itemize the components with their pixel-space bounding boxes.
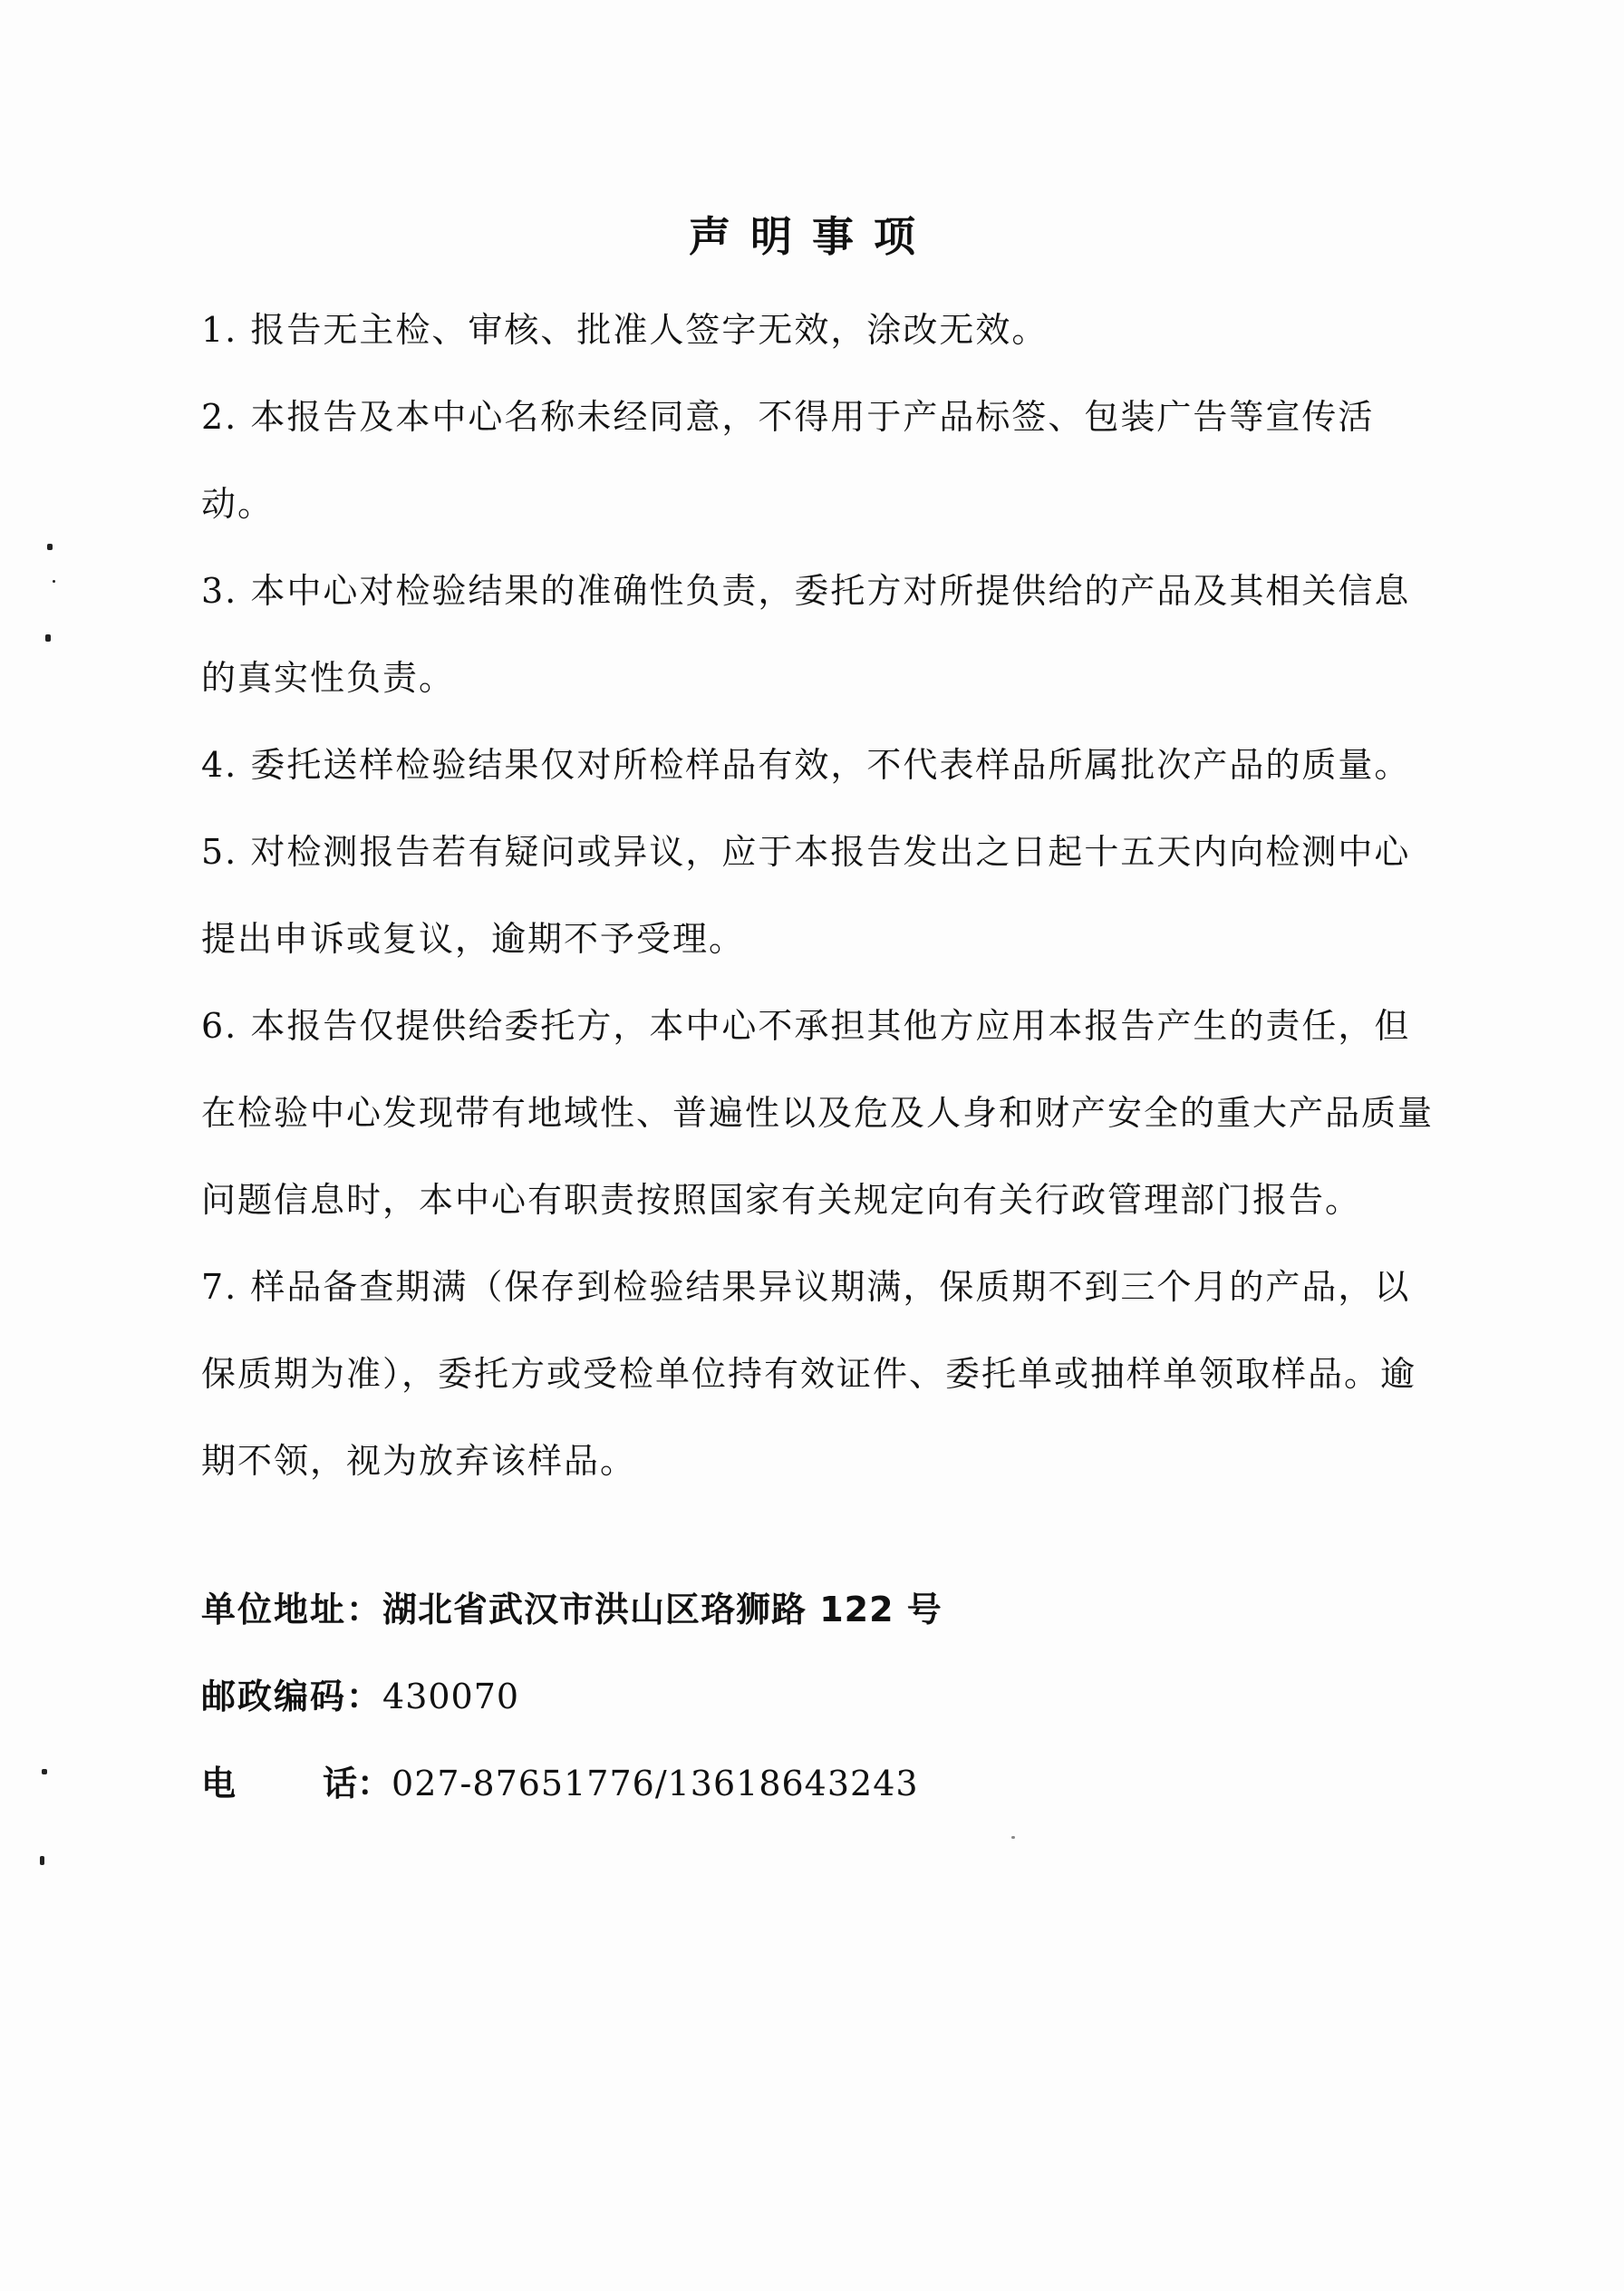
declaration-list (201, 286, 1434, 1504)
scan-speck (53, 580, 55, 583)
postcode-label: 邮政编码： (201, 1677, 383, 1716)
clause-2: 2. 本报告及本中心名称未经同意，不得用于产品标签、包装广告等宣传活动。 (201, 397, 1375, 524)
address-value: 湖北省武汉市洪山区珞狮路 122 号 (382, 1590, 942, 1629)
clause-4: 4. 委托送样检验结果仅对所检样品有效，不代表样品所属批次产品的质量。 (201, 745, 1411, 785)
address-label: 单位地址： (201, 1590, 383, 1629)
clause-3: 3. 本中心对检验结果的准确性负责，委托方对所提供给的产品及其相关信息的真实性负责。 (201, 571, 1411, 698)
contact-info (201, 1566, 1434, 1827)
scan-speck (47, 544, 53, 550)
postcode-value: 430070 (382, 1677, 520, 1716)
clause-6: 6. 本报告仅提供给委托方，本中心不承担其他方应用本报告产生的责任，但在检验中心发现带有地域性、普遍性以及危及人身和财产安全的重大产品质量问题信息时，本中心有职责按照国家有关规定向有关行政管理部门报告。 (201, 1006, 1435, 1220)
phone-label-second: 话： (323, 1764, 392, 1803)
scan-speck (45, 634, 51, 642)
page-title: 声明事项 (689, 212, 935, 261)
scan-speck (1011, 1836, 1015, 1839)
phone-value: 027-87651776/13618643243 (392, 1764, 919, 1803)
clause-5: 5. 对检测报告若有疑问或异议，应于本报告发出之日起十五天内向检测中心提出申诉或复议，逾期不予受理。 (201, 832, 1411, 959)
scan-speck (42, 1769, 47, 1774)
clause-1: 1. 报告无主检、审核、批准人签字无效，涂改无效。 (201, 310, 1049, 350)
clause-7: 7. 样品备查期满（保存到检验结果异议期满，保质期不到三个月的产品，以保质期为准），委托方或受检单位持有效证件、委托单或抽样单领取样品。逾期不领，视为放弃该样品。 (201, 1267, 1417, 1481)
postcode-row (201, 1653, 1434, 1740)
phone-label-first: 电 (201, 1764, 237, 1803)
address-row (201, 1566, 1434, 1653)
scan-speck (40, 1856, 44, 1865)
phone-row (201, 1740, 1434, 1827)
